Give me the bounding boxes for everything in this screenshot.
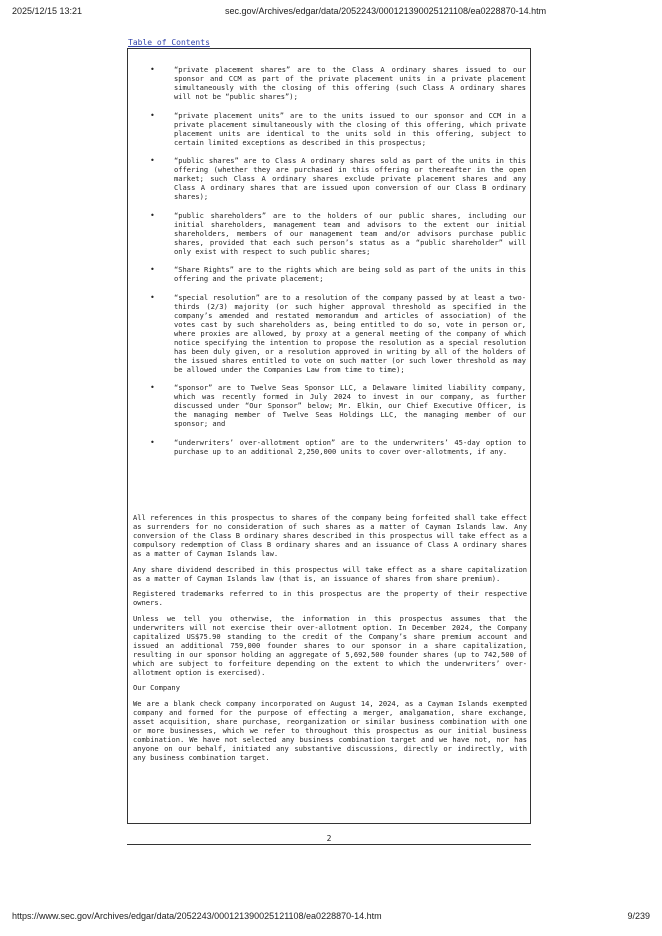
body-paragraphs	[133, 513, 527, 768]
table-of-contents-link[interactable]: Table of Contents	[128, 38, 210, 47]
page-number: 2	[326, 834, 332, 843]
print-datetime: 2025/12/15 13:21	[12, 6, 83, 16]
definition-text: “Share Rights” are to the rights which are being sold as part of the units in this offering and the private placement;	[174, 265, 526, 283]
definition-text: “underwriters’ over-allotment option” are to the underwriters’ 45-day option to purchase up to an additional 2,250,000 units to cover over-allotments, if any.	[174, 437, 526, 456]
list-item	[150, 111, 526, 147]
footer-url: https://www.sec.gov/Archives/edgar/data/2052243/000121390025121108/ea0228870-14.htm	[12, 911, 382, 921]
definition-text: “public shareholders” are to the holders of our public shares, including our initial shareholders, management team and advisors to the extent our initial shareholders, members of our management team and/or advisors purchase public shares, provided that each such person’s status as a “public shareholder” will only exist with respect to such public shares;	[174, 210, 526, 256]
page-title-url: sec.gov/Archives/edgar/data/2052243/000121390025121108/ea0228870-14.htm	[225, 6, 547, 16]
definition-text: “private placement shares” are to the Class A ordinary shares issued to our sponsor and CCM as part of the private placement units in a private placement simultaneously with the closing of this offering (such Class A ordinary shares will not be “public shares”);	[174, 65, 526, 101]
list-item	[150, 156, 526, 201]
section-heading: Our Company	[133, 683, 180, 692]
list-item	[150, 293, 526, 374]
bullet-icon: •	[150, 65, 155, 74]
bullet-icon: •	[150, 292, 155, 302]
list-item	[150, 383, 526, 428]
paragraph-share-dividend: Any share dividend described in this prospectus will take effect as a share capitalization as a matter of Cayman Islands law (that is, an issuance of shares from share premium).	[133, 564, 527, 583]
bullet-icon: •	[150, 110, 155, 120]
list-item	[150, 438, 526, 456]
definition-text: “public shares” are to Class A ordinary shares sold as part of the units in this offering (whether they are purchased in this offering or thereafter in the open market; such Class A ordinary shares exclude private placement shares and any Class A ordinary shares that are issued upon conversion of our Class B ordinary shares);	[174, 156, 526, 201]
definitions-list	[150, 65, 526, 465]
list-item	[150, 65, 526, 101]
paragraph-forfeiture: All references in this prospectus to shares of the company being forfeited shall take effect as surrenders for no consideration of such shares as a matter of Cayman Islands law. Any conversion of the Class B ordinary shares described in this prospectus will take effect as a compulsory redemption of Class B ordinary shares and an issuance of Class A ordinary shares as a matter of Cayman Islands law.	[133, 513, 527, 558]
bullet-icon: •	[150, 265, 155, 274]
document-page-frame	[127, 48, 531, 824]
list-item	[150, 211, 526, 256]
list-item	[150, 265, 526, 283]
bullet-icon: •	[150, 210, 155, 220]
definition-text: “private placement units” are to the units issued to our sponsor and CCM in a private placement simultaneously with the closing of this offering, which private placement units are identical to the units sold in this offering, subject to certain limited exceptions as described in this prospectus;	[174, 110, 526, 147]
print-page-count: 9/239	[627, 911, 650, 921]
paragraph-trademarks: Registered trademarks referred to in this prospectus are the property of their respective owners.	[133, 589, 527, 607]
definition-text: “sponsor” are to Twelve Seas Sponsor LLC, a Delaware limited liability company, which was recently formed in July 2024 to invest in our company, as further discussed under “Our Sponsor” below; Mr. Elkin, our Chief Executive Officer, is the managing member of Twelve Seas Holdings LLC, the managing member of our sponsor; and	[174, 383, 526, 428]
definition-text: “special resolution” are to a resolution of the company passed by at least a two-thirds (2/3) majority (or such higher approval threshold as specified in the company’s amended and restated memorandum and articles of association) of the votes cast by such shareholders as, being entitled to do so, vote in person or, where proxies are allowed, by proxy at a general meeting of the company of which notice specifying the intention to propose the resolution as a special resolution has been duly given, or a resolution approved in writing by all of the holders of the issued shares entitled to vote on such matter (or such lower threshold as may be allowed under the Companies Law from time to time);	[174, 292, 526, 374]
paragraph-our-company: We are a blank check company incorporated on August 14, 2024, as a Cayman Islands exempted company and formed for the purpose of effecting a merger, amalgamation, share exchange, asset acquisition, share purchase, reorganization or similar business combination with one or more businesses, which we refer to throughout this prospectus as our initial business combination. We have not selected any business combination target and we have not, nor has anyone on our behalf, initiated any substantive discussions, directly or indirectly, with any business combination target.	[133, 698, 527, 762]
bullet-icon: •	[150, 437, 155, 447]
paragraph-over-allotment: Unless we tell you otherwise, the information in this prospectus assumes that the underwriters will not exercise their over-allotment option. In December 2024, the Company capitalized US$75.90 standing to the credit of the Company’s share premium account and issued an additional 759,000 founder shares to our sponsor in a share capitalization, resulting in our sponsor holding an aggregate of 5,692,500 founder shares (up to 742,500 of which are subject to forfeiture depending on the extent to which the underwriters’ over-allotment option is exercised).	[133, 613, 527, 677]
page-divider	[127, 844, 531, 845]
bullet-icon: •	[150, 383, 155, 392]
bullet-icon: •	[150, 156, 155, 165]
